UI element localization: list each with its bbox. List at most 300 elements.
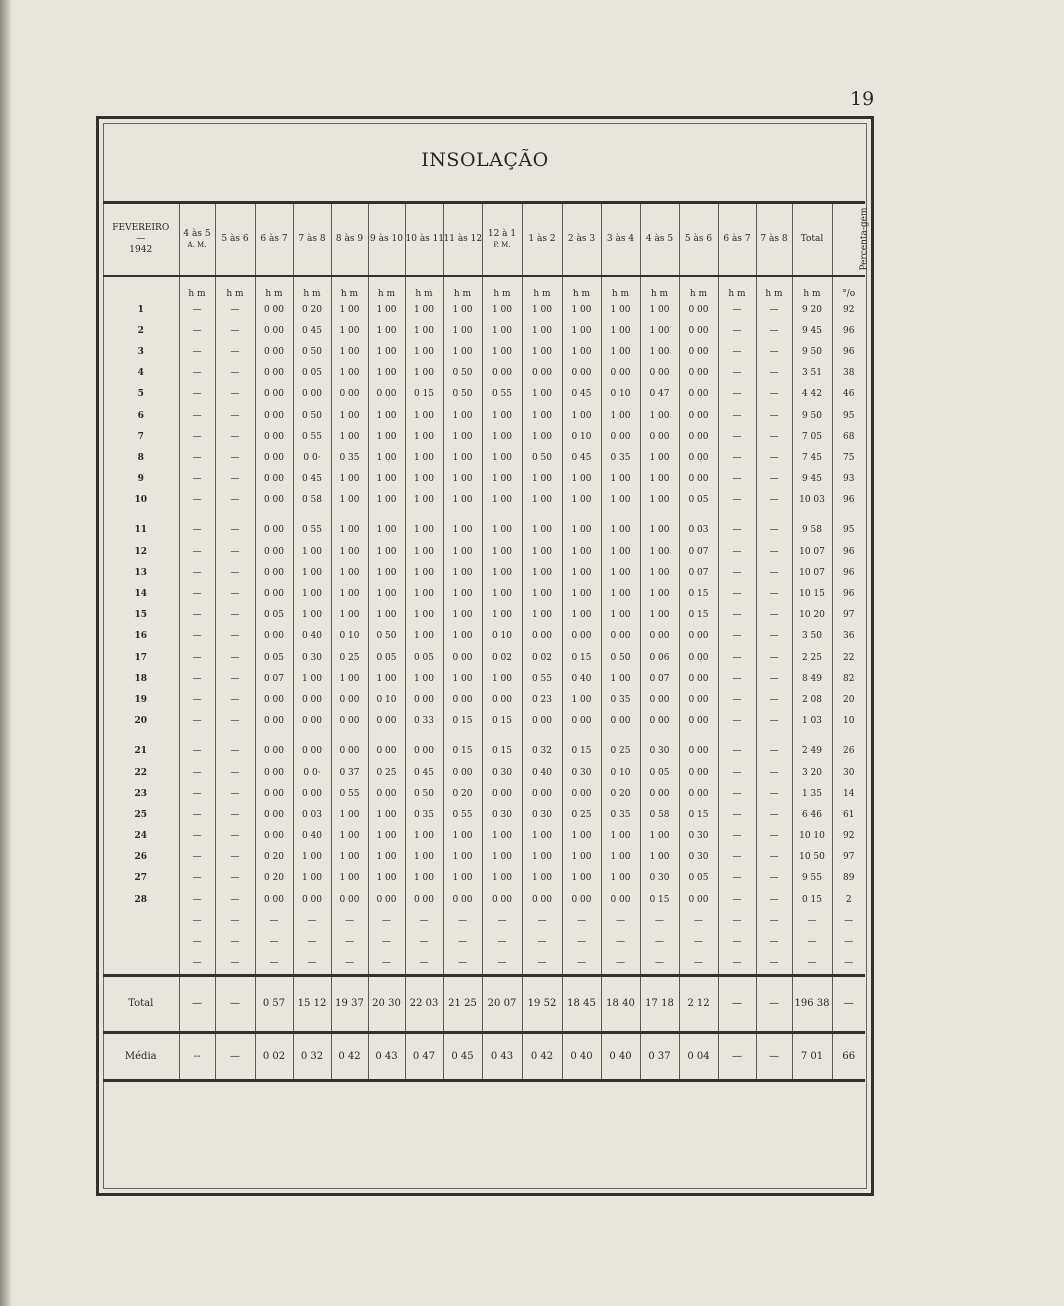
media-cell: 0 02 <box>255 1032 293 1080</box>
time-cell: 0 00 <box>405 741 443 762</box>
time-cell: 1 00 <box>443 562 482 583</box>
time-cell: 1 00 <box>293 541 331 562</box>
time-cell: — <box>215 847 255 868</box>
time-cell: 0 00 <box>368 711 405 732</box>
time-cell: 0 25 <box>368 762 405 783</box>
table-row <box>103 910 865 931</box>
time-cell: 0 00 <box>255 689 293 710</box>
time-cell: 1 00 <box>640 405 679 426</box>
time-cell: 1 00 <box>443 447 482 468</box>
percent-cell: 95 <box>832 520 865 541</box>
unit-hm: h m <box>562 276 601 299</box>
month-header <box>103 203 179 277</box>
time-cell: 1 00 <box>601 405 640 426</box>
time-cell: — <box>718 341 756 362</box>
time-cell: 0 05 <box>679 868 718 889</box>
time-cell: 0 00 <box>255 469 293 490</box>
spacer-cell <box>331 511 368 520</box>
time-cell: 0 00 <box>443 762 482 783</box>
time-cell: 1 00 <box>640 341 679 362</box>
media-cell: 0 47 <box>405 1032 443 1080</box>
percent-label: Percenta-gem <box>859 207 870 271</box>
percent-cell: — <box>832 910 865 931</box>
time-cell: 10 10 <box>792 826 832 847</box>
time-cell: 10 03 <box>792 490 832 511</box>
time-cell: 0 15 <box>679 583 718 604</box>
time-cell: — <box>718 520 756 541</box>
time-cell: 0 25 <box>562 804 601 825</box>
time-cell: 1 00 <box>562 299 601 320</box>
time-cell: 0 00 <box>601 889 640 910</box>
time-cell: — <box>179 953 215 976</box>
time-cell: 0 00 <box>255 541 293 562</box>
spacer-cell <box>756 511 792 520</box>
total-cell: 0 57 <box>255 975 293 1032</box>
time-cell: — <box>756 741 792 762</box>
day-cell: 5 <box>137 389 144 400</box>
time-cell: 0 30 <box>293 647 331 668</box>
time-cell: 0 00 <box>601 626 640 647</box>
time-cell: 1 00 <box>368 426 405 447</box>
time-cell: 1 00 <box>368 541 405 562</box>
time-cell: 1 00 <box>443 583 482 604</box>
time-cell: 0 00 <box>255 711 293 732</box>
spacer-cell <box>215 732 255 741</box>
percent-cell: 96 <box>832 490 865 511</box>
time-cell: — <box>756 847 792 868</box>
time-cell: — <box>756 469 792 490</box>
time-cell: 1 00 <box>368 469 405 490</box>
time-cell: 0 00 <box>255 490 293 511</box>
insolation-table <box>103 201 870 1082</box>
interval-header <box>482 203 522 277</box>
time-cell: 0 20 <box>443 783 482 804</box>
spacer-cell <box>640 511 679 520</box>
time-cell: — <box>756 783 792 804</box>
time-cell: 1 00 <box>443 626 482 647</box>
time-cell: 1 00 <box>405 320 443 341</box>
unit-hm: h m <box>215 276 255 299</box>
time-cell: 1 00 <box>522 426 562 447</box>
interval-header <box>792 203 832 277</box>
time-cell: — <box>179 647 215 668</box>
table-frame <box>96 116 874 1196</box>
time-cell: 1 00 <box>293 583 331 604</box>
table-row <box>103 341 865 362</box>
time-cell: 0 05 <box>255 605 293 626</box>
time-cell: 0 00 <box>679 889 718 910</box>
spacer-cell <box>718 511 756 520</box>
media-cell: — <box>756 1032 792 1080</box>
day-cell: 4 <box>137 368 144 379</box>
percent-cell: — <box>832 953 865 976</box>
table-row <box>103 562 865 583</box>
time-cell: 1 00 <box>443 520 482 541</box>
time-cell: — <box>215 405 255 426</box>
time-cell: — <box>179 668 215 689</box>
time-cell: — <box>255 953 293 976</box>
time-cell: 0 00 <box>255 762 293 783</box>
time-cell: 10 50 <box>792 847 832 868</box>
time-cell: — <box>756 426 792 447</box>
time-cell: 1 00 <box>405 469 443 490</box>
table-row <box>103 783 865 804</box>
time-cell: — <box>179 520 215 541</box>
time-cell: 0 15 <box>640 889 679 910</box>
total-cell: 20 07 <box>482 975 522 1032</box>
time-cell: 1 00 <box>368 868 405 889</box>
time-cell: 0 00 <box>293 384 331 405</box>
time-cell: 0 00 <box>562 889 601 910</box>
time-cell: — <box>215 889 255 910</box>
time-cell: — <box>215 384 255 405</box>
interval-label: 9 às 10 <box>370 234 403 244</box>
time-cell: — <box>718 910 756 931</box>
time-cell: — <box>215 804 255 825</box>
time-cell: — <box>215 320 255 341</box>
header-row <box>103 203 865 277</box>
time-cell: 0 00 <box>255 341 293 362</box>
total-cell: — <box>179 975 215 1032</box>
time-cell: 1 00 <box>368 826 405 847</box>
time-cell: — <box>179 783 215 804</box>
interval-label: 1 às 2 <box>528 234 556 244</box>
percent-header <box>832 203 870 277</box>
interval-header <box>405 203 443 277</box>
time-cell: 1 00 <box>368 847 405 868</box>
time-cell: 0 05 <box>255 647 293 668</box>
time-cell: 0 00 <box>522 889 562 910</box>
unit-hm: h m <box>368 276 405 299</box>
day-cell: 23 <box>134 788 148 799</box>
time-cell: 0 15 <box>679 605 718 626</box>
time-cell: 0 10 <box>601 384 640 405</box>
time-cell: — <box>179 804 215 825</box>
time-cell: — <box>718 711 756 732</box>
time-cell: 1 00 <box>368 490 405 511</box>
time-cell: 0 00 <box>255 384 293 405</box>
unit-hm: h m <box>293 276 331 299</box>
time-cell: 1 00 <box>368 583 405 604</box>
spacer-cell <box>405 511 443 520</box>
time-cell: 1 00 <box>405 583 443 604</box>
unit-hm: h m <box>179 276 215 299</box>
unit-hm: h m <box>792 276 832 299</box>
time-cell: 1 00 <box>405 341 443 362</box>
time-cell: — <box>215 605 255 626</box>
time-cell: 0 30 <box>640 741 679 762</box>
time-cell: 0 00 <box>255 405 293 426</box>
time-cell: 1 00 <box>443 320 482 341</box>
time-cell: 0 58 <box>293 490 331 511</box>
time-cell: 1 00 <box>443 541 482 562</box>
time-cell: 0 00 <box>522 711 562 732</box>
time-cell: 1 00 <box>331 541 368 562</box>
time-cell: 0 00 <box>679 711 718 732</box>
time-cell: 10 07 <box>792 541 832 562</box>
time-cell: 1 00 <box>601 520 640 541</box>
time-cell: — <box>293 910 331 931</box>
spacer-cell <box>718 732 756 741</box>
table-row <box>103 447 865 468</box>
time-cell: 1 00 <box>522 299 562 320</box>
time-cell: 1 00 <box>482 490 522 511</box>
unit-hm: h m <box>443 276 482 299</box>
time-cell: — <box>215 583 255 604</box>
percent-cell: 93 <box>832 469 865 490</box>
day-cell: 3 <box>137 346 144 357</box>
time-cell: 0 00 <box>679 363 718 384</box>
time-cell: 1 00 <box>368 320 405 341</box>
percent-cell: 61 <box>832 804 865 825</box>
time-cell: 0 20 <box>293 299 331 320</box>
time-cell: — <box>179 490 215 511</box>
time-cell: 1 00 <box>562 847 601 868</box>
time-cell: 0 23 <box>522 689 562 710</box>
interval-header <box>215 203 255 277</box>
time-cell: 1 00 <box>482 341 522 362</box>
percent-cell: 46 <box>832 384 865 405</box>
time-cell: — <box>215 931 255 952</box>
time-cell: — <box>482 910 522 931</box>
time-cell: 0 00 <box>293 689 331 710</box>
time-cell: 1 00 <box>443 426 482 447</box>
spacer-cell <box>482 511 522 520</box>
time-cell: 1 00 <box>640 605 679 626</box>
percent-cell: 20 <box>832 689 865 710</box>
time-cell: 1 00 <box>562 320 601 341</box>
time-cell: 1 00 <box>293 868 331 889</box>
table-row <box>103 647 865 668</box>
time-cell: — <box>718 868 756 889</box>
spacer-row <box>103 732 865 741</box>
time-cell: 0 00 <box>640 711 679 732</box>
time-cell: — <box>522 910 562 931</box>
time-cell: — <box>179 583 215 604</box>
time-cell: — <box>522 931 562 952</box>
time-cell: 1 00 <box>293 668 331 689</box>
day-cell: 28 <box>134 894 148 905</box>
spacer-cell <box>103 511 179 520</box>
time-cell: 0 00 <box>405 689 443 710</box>
time-cell: 9 45 <box>792 320 832 341</box>
time-cell: 1 00 <box>640 299 679 320</box>
total-cell: 2 12 <box>679 975 718 1032</box>
time-cell: 0 00 <box>679 668 718 689</box>
time-cell: — <box>368 931 405 952</box>
table-row <box>103 953 865 976</box>
time-cell: 1 00 <box>293 605 331 626</box>
time-cell: 1 00 <box>482 405 522 426</box>
time-cell: 1 00 <box>482 541 522 562</box>
time-cell: 1 00 <box>405 447 443 468</box>
time-cell: 1 00 <box>482 826 522 847</box>
total-cell: 19 52 <box>522 975 562 1032</box>
media-cell: 0 45 <box>443 1032 482 1080</box>
time-cell: — <box>179 447 215 468</box>
spacer-cell <box>368 732 405 741</box>
total-cell: — <box>215 975 255 1032</box>
time-cell: 1 00 <box>640 847 679 868</box>
time-cell: 1 00 <box>331 605 368 626</box>
month-label: FEVEREIRO <box>112 223 170 233</box>
time-cell: 0 00 <box>255 447 293 468</box>
time-cell: 0 50 <box>368 626 405 647</box>
percent-cell: 68 <box>832 426 865 447</box>
time-cell: 0 00 <box>368 783 405 804</box>
time-cell: — <box>179 826 215 847</box>
time-cell: — <box>756 562 792 583</box>
time-cell: 0 02 <box>482 647 522 668</box>
percent-cell: 95 <box>832 405 865 426</box>
day-cell: 1 <box>137 304 144 315</box>
time-cell: 1 00 <box>482 868 522 889</box>
time-cell: 1 03 <box>792 711 832 732</box>
time-cell: 0 55 <box>482 384 522 405</box>
time-cell: 1 00 <box>331 469 368 490</box>
total-cell: — <box>756 975 792 1032</box>
time-cell: 0 00 <box>293 711 331 732</box>
spacer-cell <box>601 511 640 520</box>
time-cell: — <box>293 953 331 976</box>
time-cell: — <box>718 804 756 825</box>
time-cell: — <box>179 469 215 490</box>
day-cell: 17 <box>134 652 148 663</box>
table-row <box>103 405 865 426</box>
time-cell: — <box>640 953 679 976</box>
time-cell: 1 00 <box>368 363 405 384</box>
day-cell: 15 <box>134 610 148 621</box>
time-cell: — <box>405 953 443 976</box>
table-row <box>103 741 865 762</box>
time-cell: — <box>215 426 255 447</box>
day-cell: 18 <box>134 673 148 684</box>
spacer-cell <box>562 511 601 520</box>
time-cell: 1 00 <box>482 605 522 626</box>
table-row <box>103 583 865 604</box>
time-cell: — <box>640 910 679 931</box>
time-cell: 9 50 <box>792 405 832 426</box>
interval-header <box>718 203 756 277</box>
table-row <box>103 299 865 320</box>
time-cell: 0 05 <box>679 490 718 511</box>
time-cell: 1 00 <box>331 426 368 447</box>
time-cell: 1 00 <box>443 847 482 868</box>
time-cell: 4 42 <box>792 384 832 405</box>
time-cell: 1 00 <box>522 320 562 341</box>
time-cell: 0 00 <box>640 363 679 384</box>
time-cell: — <box>718 405 756 426</box>
time-cell: 1 00 <box>562 583 601 604</box>
spacer-cell <box>679 732 718 741</box>
time-cell: 0 00 <box>255 320 293 341</box>
interval-sublabel: P. M. <box>493 240 511 249</box>
time-cell: — <box>679 931 718 952</box>
time-cell: 1 00 <box>405 541 443 562</box>
spacer-cell <box>293 511 331 520</box>
time-cell: 1 00 <box>331 583 368 604</box>
time-cell: 0 20 <box>601 783 640 804</box>
interval-label: Total <box>800 234 824 244</box>
percent-cell: 14 <box>832 783 865 804</box>
time-cell: 1 00 <box>601 299 640 320</box>
time-cell: 1 00 <box>331 490 368 511</box>
time-cell: 0 00 <box>562 363 601 384</box>
spacer-cell <box>443 732 482 741</box>
total-percent: — <box>832 975 865 1032</box>
time-cell: 0 00 <box>482 363 522 384</box>
time-cell: 1 00 <box>331 520 368 541</box>
interval-label: 11 às 12 <box>443 234 483 244</box>
spacer-cell <box>756 732 792 741</box>
time-cell: 0 50 <box>601 647 640 668</box>
time-cell: — <box>756 363 792 384</box>
time-cell: 1 00 <box>482 299 522 320</box>
time-cell: 1 00 <box>368 804 405 825</box>
spacer-cell <box>405 732 443 741</box>
interval-header <box>293 203 331 277</box>
percent-cell: 96 <box>832 562 865 583</box>
time-cell: 0 05 <box>368 647 405 668</box>
time-cell: 0 33 <box>405 711 443 732</box>
time-cell: — <box>179 626 215 647</box>
time-cell: 9 50 <box>792 341 832 362</box>
time-cell: — <box>215 490 255 511</box>
time-cell: 3 20 <box>792 762 832 783</box>
time-cell: 1 00 <box>405 405 443 426</box>
time-cell: 0 35 <box>601 689 640 710</box>
time-cell: — <box>756 711 792 732</box>
media-label: Média <box>103 1032 179 1080</box>
time-cell: 0 00 <box>640 783 679 804</box>
time-cell: 1 00 <box>522 469 562 490</box>
media-cell: — <box>718 1032 756 1080</box>
time-cell: — <box>718 426 756 447</box>
interval-header <box>640 203 679 277</box>
time-cell: — <box>756 520 792 541</box>
time-cell: 1 00 <box>601 541 640 562</box>
unit-hm: h m <box>640 276 679 299</box>
media-cell: 0 43 <box>482 1032 522 1080</box>
interval-header <box>331 203 368 277</box>
time-cell: 1 00 <box>601 469 640 490</box>
time-cell: 0 00 <box>255 363 293 384</box>
time-cell: 1 00 <box>601 605 640 626</box>
interval-label: 6 às 7 <box>260 234 288 244</box>
media-cell: 0 04 <box>679 1032 718 1080</box>
time-cell: 0 45 <box>562 384 601 405</box>
time-cell: 0 15 <box>443 711 482 732</box>
time-cell: 0 00 <box>562 783 601 804</box>
time-cell: — <box>756 689 792 710</box>
time-cell: 0 45 <box>293 320 331 341</box>
time-cell: 1 00 <box>562 541 601 562</box>
time-cell: 0 05 <box>293 363 331 384</box>
time-cell: 7 05 <box>792 426 832 447</box>
time-cell: 1 00 <box>405 668 443 689</box>
interval-header <box>601 203 640 277</box>
time-cell: — <box>215 689 255 710</box>
time-cell: 0 00 <box>522 626 562 647</box>
time-cell: — <box>756 541 792 562</box>
day-cell <box>103 910 179 931</box>
time-cell: 1 00 <box>601 826 640 847</box>
time-cell: 0 0· <box>293 762 331 783</box>
time-cell: — <box>756 910 792 931</box>
time-cell: 1 00 <box>522 490 562 511</box>
time-cell: — <box>179 562 215 583</box>
time-cell: 0 00 <box>255 804 293 825</box>
